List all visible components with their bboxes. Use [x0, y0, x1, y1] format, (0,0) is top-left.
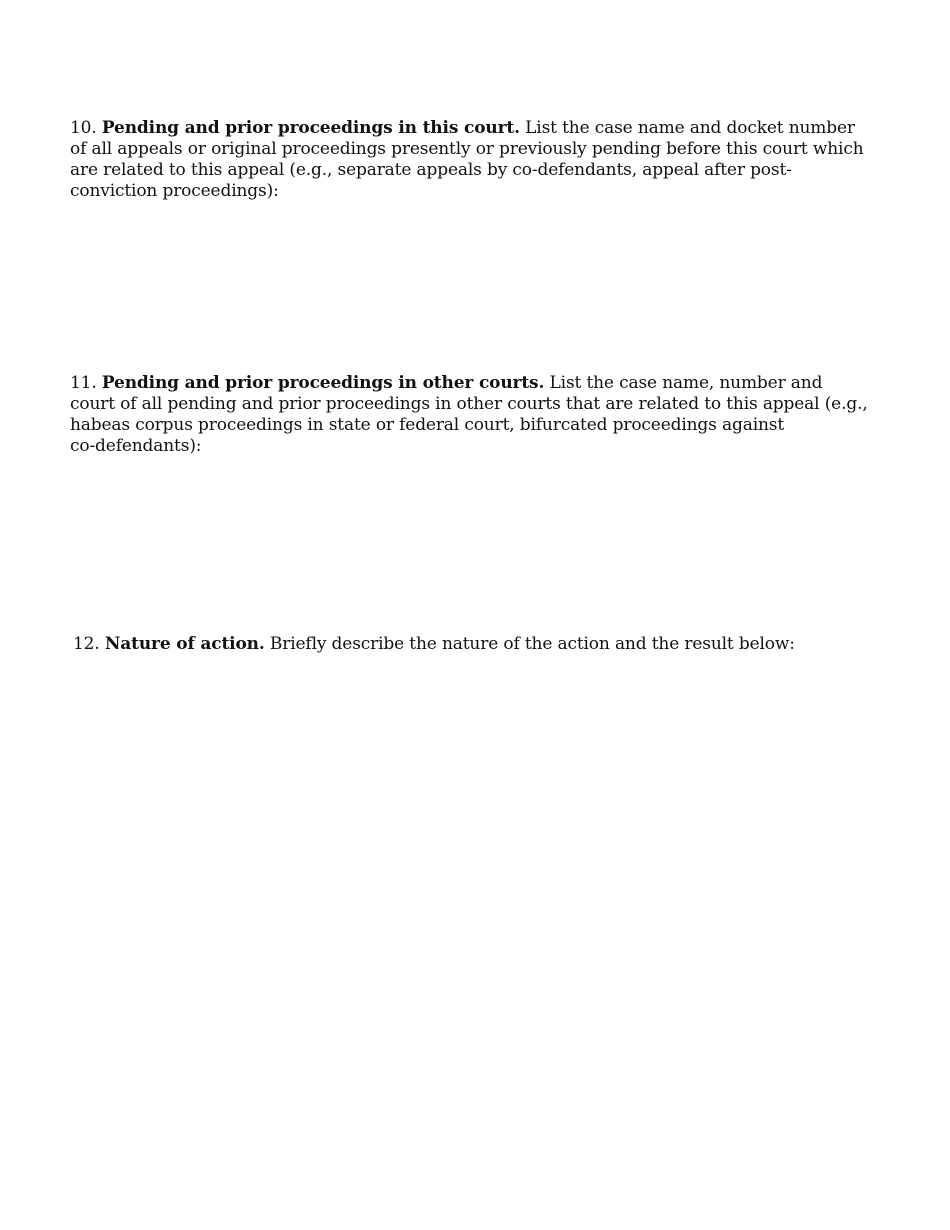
question-number: 10. — [70, 118, 97, 138]
question-12-nature-of-action — [73, 634, 883, 655]
question-text: are related to this appeal (e.g., separate appeals by co-defendants, appeal after post- — [70, 160, 792, 180]
question-text: co-defendants): — [70, 436, 202, 456]
question-10-first-line — [70, 118, 880, 139]
question-text: List the case name and docket number — [525, 118, 855, 138]
question-number: 12. — [73, 634, 100, 654]
question-text: court of all pending and prior proceedings in other courts that are related to this appeal (e.g., — [70, 394, 868, 414]
question-text: Briefly describe the nature of the action and the result below: — [269, 634, 795, 654]
question-10-pending-prior-proceedings-this-court — [70, 118, 880, 202]
question-text: List the case name, number and — [549, 373, 823, 393]
question-12-first-line — [73, 634, 883, 655]
question-heading: Pending and prior proceedings in this court. — [101, 118, 520, 138]
question-heading: Nature of action. — [104, 634, 265, 654]
question-text: conviction proceedings): — [70, 181, 279, 201]
question-number: 11. — [70, 373, 97, 393]
question-11-first-line — [70, 373, 880, 394]
question-heading: Pending and prior proceedings in other courts. — [101, 373, 545, 393]
question-text: of all appeals or original proceedings presently or previously pending before this court which — [70, 139, 864, 159]
question-text: habeas corpus proceedings in state or federal court, bifurcated proceedings against — [70, 415, 785, 435]
question-11-pending-prior-proceedings-other-courts — [70, 373, 880, 457]
